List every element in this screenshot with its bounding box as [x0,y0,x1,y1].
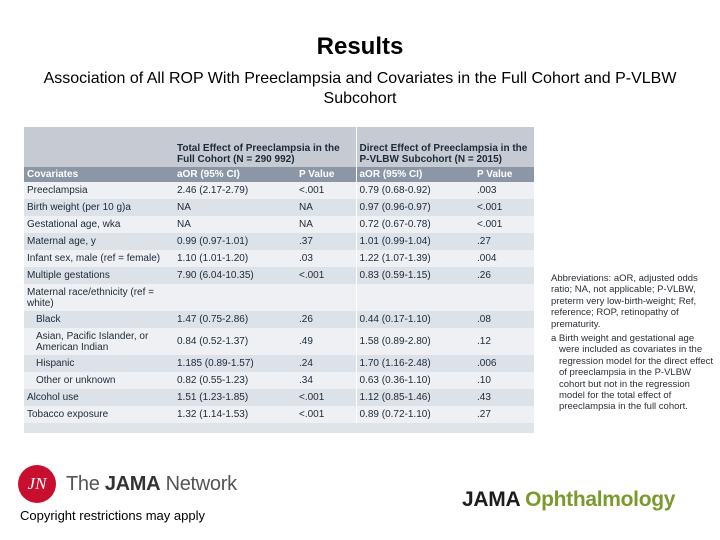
p-total-cell [296,284,356,311]
p-total-cell: NA [296,199,356,216]
aor-direct-cell: 0.89 (0.72-1.10) [356,406,474,423]
network-name-bold: JAMA [104,473,161,495]
p-total-cell: NA [296,216,356,233]
aor-direct-cell: 0.44 (0.17-1.10) [356,311,474,328]
p-total-cell: .37 [296,233,356,250]
covariate-cell: Hispanic [24,355,174,372]
jama-network-logo [18,465,258,505]
covariate-cell: Black [24,311,174,328]
table-row [24,311,534,328]
column-header-aor-total: aOR (95% CI) [174,167,296,182]
table-row [24,216,534,233]
aor-direct-cell: 1.70 (1.16-2.48) [356,355,474,372]
aor-total-cell: 1.185 (0.89-1.57) [174,355,296,372]
p-total-cell: <.001 [296,267,356,284]
jn-logo-icon: JN [18,465,56,503]
table-row-group-label [24,284,534,311]
p-total-cell: .24 [296,355,356,372]
p-direct-cell: .43 [474,389,534,406]
p-direct-cell: .004 [474,250,534,267]
covariate-cell: Maternal age, y [24,233,174,250]
group-header-empty [24,127,174,167]
p-total-cell: <.001 [296,389,356,406]
aor-total-cell: 2.46 (2.17-2.79) [174,182,296,199]
table-row [24,233,534,250]
aor-total-cell: 1.32 (1.14-1.53) [174,406,296,423]
aor-total-cell: NA [174,216,296,233]
aor-direct-cell [356,284,474,311]
covariate-cell: Alcohol use [24,389,174,406]
table-row [24,250,534,267]
covariate-cell: Gestational age, wka [24,216,174,233]
aor-direct-cell: 0.63 (0.36-1.10) [356,372,474,389]
p-direct-cell: .006 [474,355,534,372]
p-direct-cell: .12 [474,328,534,355]
p-total-cell: <.001 [296,182,356,199]
aor-direct-cell: 1.12 (0.85-1.46) [356,389,474,406]
column-header-p-total: P Value [296,167,356,182]
covariate-cell: Multiple gestations [24,267,174,284]
network-name-prefix: The [66,473,105,495]
table-row [24,328,534,355]
results-table [24,127,534,423]
table-group-header-row [24,127,534,167]
table-row [24,267,534,284]
table-row [24,372,534,389]
aor-total-cell: 0.99 (0.97-1.01) [174,233,296,250]
covariate-group-cell: Maternal race/ethnicity (ref = white) [24,284,174,311]
column-header-p-direct: P Value [474,167,534,182]
p-total-cell: .34 [296,372,356,389]
p-direct-cell [474,284,534,311]
group-header-direct-effect: Direct Effect of Preeclampsia in the P-VLBW Subcohort (N = 2015) [356,127,534,167]
p-direct-cell: .003 [474,182,534,199]
p-direct-cell: <.001 [474,216,534,233]
p-total-cell: .03 [296,250,356,267]
p-direct-cell: .27 [474,233,534,250]
covariate-cell: Tobacco exposure [24,406,174,423]
table-row [24,355,534,372]
aor-total-cell: 0.84 (0.52-1.37) [174,328,296,355]
aor-direct-cell: 1.01 (0.99-1.04) [356,233,474,250]
aor-total-cell [174,284,296,311]
journal-name-suffix: Ophthalmology [525,488,676,511]
covariate-cell: Asian, Pacific Islander, or American Indian [24,328,174,355]
aor-direct-cell: 1.22 (1.07-1.39) [356,250,474,267]
p-direct-cell: <.001 [474,199,534,216]
network-name-suffix: Network [160,473,237,495]
footnote-a: a Birth weight and gestational age were included as covariates in the regression model for the direct effect of preeclampsia in the P-VLBW cohort but not in the regression model for the total effect of preeclampsia in the full cohort. [551,333,714,413]
table-footnotes [551,273,716,416]
aor-direct-cell: 0.72 (0.67-0.78) [356,216,474,233]
aor-total-cell: 7.90 (6.04-10.35) [174,267,296,284]
jama-ophthalmology-logo [462,488,675,512]
column-header-covariates: Covariates [24,167,174,182]
p-direct-cell: .10 [474,372,534,389]
copyright-notice: Copyright restrictions may apply [20,508,205,523]
table-row [24,389,534,406]
covariate-cell: Birth weight (per 10 g)a [24,199,174,216]
p-direct-cell: .26 [474,267,534,284]
journal-name-prefix: JAMA [462,488,526,511]
aor-direct-cell: 1.58 (0.89-2.80) [356,328,474,355]
table-row [24,406,534,423]
group-header-total-effect: Total Effect of Preeclampsia in the Full Cohort (N = 290 992) [174,127,356,167]
aor-direct-cell: 0.83 (0.59-1.15) [356,267,474,284]
p-direct-cell: .08 [474,311,534,328]
abbreviations-note: Abbreviations: aOR, adjusted odds ratio; NA, not applicable; P-VLBW, preterm very low-birth-weight; Ref, reference; ROP, retinopathy of prematurity. [551,273,698,330]
slide-title: Results [316,33,404,60]
p-direct-cell: .27 [474,406,534,423]
aor-total-cell: 1.51 (1.23-1.85) [174,389,296,406]
table-row [24,199,534,216]
covariate-cell: Infant sex, male (ref = female) [24,250,174,267]
p-total-cell: <.001 [296,406,356,423]
results-table-image [24,127,534,433]
aor-total-cell: 0.82 (0.55-1.23) [174,372,296,389]
aor-direct-cell: 0.79 (0.68-0.92) [356,182,474,199]
table-column-header-row [24,167,534,182]
jama-network-wordmark [66,473,237,496]
aor-direct-cell: 0.97 (0.96-0.97) [356,199,474,216]
aor-total-cell: NA [174,199,296,216]
covariate-cell: Preeclampsia [24,182,174,199]
aor-total-cell: 1.10 (1.01-1.20) [174,250,296,267]
column-header-aor-direct: aOR (95% CI) [356,167,474,182]
p-total-cell: .49 [296,328,356,355]
p-total-cell: .26 [296,311,356,328]
covariate-cell: Other or unknown [24,372,174,389]
slide-subtitle: Association of All ROP With Preeclampsia and Covariates in the Full Cohort and P-VLBW Subcohort [43,70,677,107]
aor-total-cell: 1.47 (0.75-2.86) [174,311,296,328]
table-row [24,182,534,199]
